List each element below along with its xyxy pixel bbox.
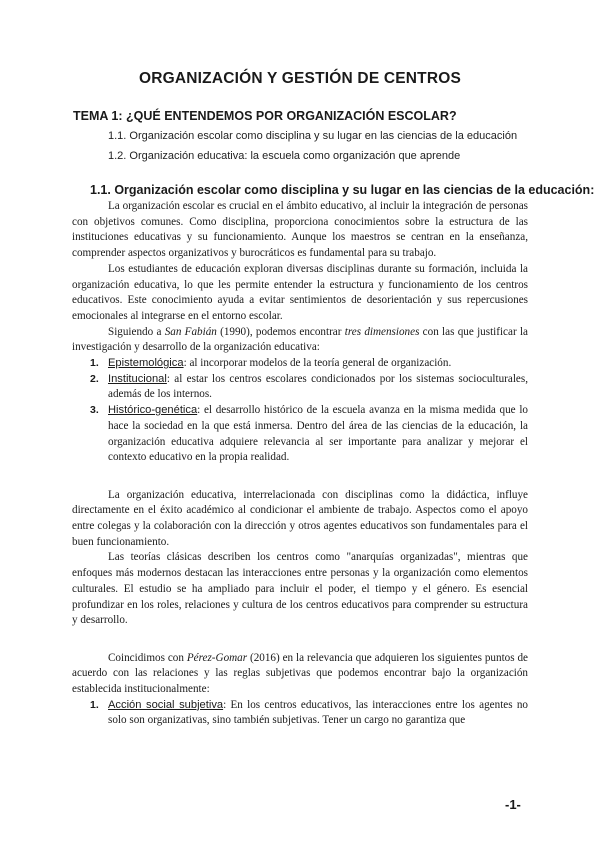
dimensions-list [72, 356, 528, 466]
document-title: ORGANIZACIÓN Y GESTIÓN DE CENTROS [138, 70, 462, 87]
list-item: 3. Histórico-genética: el desarrollo histórico de la escuela avanza en la misma medida que lo hace la sociedad en la que está inmersa. Dentro del área de las ciencias de la educación, la organización educativa adquiere relevancia al ser importante para analizar y mejorar el contexto educativo en la propia realidad. [90, 404, 528, 464]
paragraph-6: Coincidimos con Pérez-Gomar (2016) en la relevancia que adquieren los siguientes puntos de acuerdo con las relaciones y las reglas subjetivas que podemos encontrar bajo la organización establecida institucionalmente: [72, 651, 528, 696]
subjective-rules-list [72, 698, 528, 729]
list-item: 1. Epistemológica: al incorporar modelos de la teoría general de organización. [90, 357, 452, 370]
toc-item-2: 1.2. Organización educativa: la escuela como organización que aprende [108, 150, 461, 162]
topic-heading: TEMA 1: ¿QUÉ ENTENDEMOS POR ORGANIZACIÓN ESCOLAR? [73, 109, 457, 123]
list-item-label: Institucional [108, 372, 167, 385]
author-citation: Pérez-Gomar [186, 651, 248, 664]
body-text [72, 199, 528, 729]
author-citation: San Fabián [164, 325, 217, 338]
list-item: 2. Institucional: al estar los centros escolares condicionados por los sistemas socioculturales, además de los internos. [90, 372, 528, 401]
list-item-label: Epistemológica [108, 357, 184, 370]
paragraph-3: Siguiendo a San Fabián (1990), podemos encontrar tres dimensiones con las que justificar la investigación y desarrollo de la organización educativa: [72, 325, 528, 354]
toc-item-1: 1.1. Organización escolar como disciplina y su lugar en las ciencias de la educación [108, 130, 518, 142]
paragraph-4: La organización educativa, interrelacionada con disciplinas como la didáctica, influye directamente en el éxito académico al condicionar el ambiente de trabajo. Aspectos como el apoyo entre colegas y la colaboración con la dirección y otros agentes educativos son fundamentales para el buen funcionamiento. [72, 488, 528, 548]
paragraph-1: La organización escolar es crucial en el ámbito educativo, al incluir la integración de personas con objetivos comunes. Como disciplina, proporciona conocimientos sobre la estructura de las instituciones educativas y su funcionamiento. Aunque los maestros se centran en la enseñanza, comprender aspectos organizativos y burocráticos es fundamental para su trabajo. [72, 200, 528, 260]
emphasis: tres dimensiones [344, 325, 420, 338]
paragraph-5: Las teorías clásicas describen los centros como "anarquías organizadas", mientras que enfoques más modernos destacan las interacciones entre personas y la organización como elementos culturales. El estudio se ha ampliado para incluir el poder, el tiempo y el género. Es esencial profundizar en los roles, relaciones y cultura de los centros educativos para comprender su estructura y desarrollo. [72, 551, 528, 627]
section-heading: 1.1. Organización escolar como disciplina y su lugar en las ciencias de la educación: [90, 183, 595, 197]
paragraph-2: Los estudiantes de educación exploran diversas disciplinas durante su formación, incluida la organización educativa, lo que les permite entender la estructura y funcionamiento de los centros educativos. Este conocimiento ayuda a evitar sentimientos de desorientación y sus repercusiones emocionales al integrarse en el entorno escolar. [72, 262, 528, 322]
list-item-label: Histórico-genética [108, 404, 198, 417]
list-item: 1. Acción social subjetiva: En los centros educativos, las interacciones entre los agentes no solo son organizativas, sino también subjetivas. Tener un cargo no garantiza que [90, 698, 528, 727]
list-item-label: Acción social subjetiva [108, 698, 224, 711]
page-number: -1- [505, 797, 521, 812]
